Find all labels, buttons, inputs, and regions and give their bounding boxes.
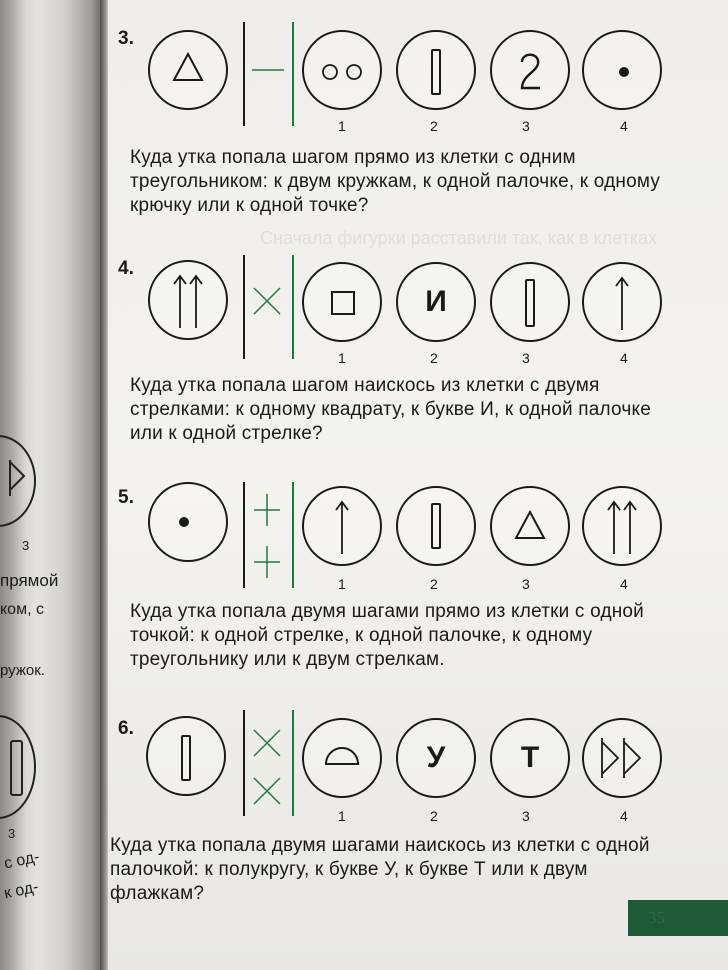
option-label: 3 — [522, 808, 530, 824]
option-2[interactable] — [396, 30, 476, 110]
stick-icon — [398, 488, 474, 564]
option-label: 2 — [430, 350, 438, 366]
two-plus-icon — [250, 488, 284, 584]
divider — [292, 22, 294, 126]
start-cell — [148, 260, 228, 340]
option-4[interactable] — [582, 30, 662, 110]
divider — [243, 482, 245, 588]
question-text: Куда утка попала шагом прямо из клетки с одним треугольником: к двум кружкам, к одной палочке, к одному крючку или к одной точке? — [130, 147, 661, 216]
option-2[interactable] — [396, 262, 476, 342]
option-3[interactable] — [490, 30, 570, 110]
letter-glyph: Т — [520, 741, 540, 774]
start-cell — [148, 30, 228, 110]
side-stick — [10, 740, 23, 796]
option-label: 3 — [522, 576, 530, 592]
option-label: 3 — [522, 118, 530, 134]
dot-icon — [584, 32, 660, 108]
option-2[interactable] — [396, 486, 476, 566]
option-label: 2 — [430, 118, 438, 134]
divider — [243, 255, 245, 359]
two-arrows-icon — [150, 262, 226, 338]
hook-icon — [492, 32, 568, 108]
divider — [243, 710, 245, 816]
option-label: 1 — [338, 576, 346, 592]
option-label: 4 — [620, 350, 628, 366]
option-label: 1 — [338, 118, 346, 134]
option-3[interactable] — [490, 486, 570, 566]
two-flags-icon — [584, 720, 660, 796]
two-arrows-icon — [584, 488, 660, 564]
question-number: 4. — [118, 258, 134, 279]
option-label: 1 — [338, 808, 346, 824]
question-number: 3. — [118, 28, 134, 49]
divider — [243, 22, 245, 126]
question-number: 5. — [118, 487, 134, 508]
option-1[interactable] — [302, 486, 382, 566]
stick-icon — [398, 32, 474, 108]
arrow-icon — [304, 488, 380, 564]
divider — [292, 482, 294, 588]
side-label-7: к од- — [2, 878, 40, 903]
start-cell — [148, 482, 228, 562]
letter-glyph: У — [426, 741, 446, 774]
two-small-circles-icon — [304, 32, 380, 108]
arrow-icon — [584, 264, 660, 340]
side-label-2: прямой — [0, 571, 59, 590]
side-label-6: с од- — [2, 848, 41, 873]
option-label: 2 — [430, 576, 438, 592]
option-label: 4 — [620, 118, 628, 134]
letter-glyph: И — [425, 285, 447, 318]
option-1[interactable] — [302, 718, 382, 798]
divider — [292, 255, 294, 359]
stick-icon — [148, 718, 224, 794]
option-4[interactable] — [582, 262, 662, 342]
option-label: 1 — [338, 350, 346, 366]
start-cell — [146, 716, 226, 796]
option-2[interactable] — [396, 718, 476, 798]
two-cross-icon — [250, 724, 284, 812]
option-label: 2 — [430, 808, 438, 824]
plus-icon — [248, 58, 288, 82]
option-3[interactable] — [490, 262, 570, 342]
side-label-5: 3 — [8, 826, 16, 841]
option-label: 4 — [620, 808, 628, 824]
stick-icon — [492, 264, 568, 340]
page-number-band — [628, 900, 728, 936]
option-1[interactable] — [302, 262, 382, 342]
question-text: Куда утка попала двумя шагами наискось из клетки с одной палочкой: к полукругу, к букве У, к букве Т или к двум флажкам? — [110, 835, 650, 904]
side-label-4: ружок. — [0, 662, 45, 679]
semicircle-icon — [304, 720, 380, 796]
side-label-3: ком, с — [0, 601, 44, 618]
square-icon — [304, 264, 380, 340]
option-4[interactable] — [582, 486, 662, 566]
option-4[interactable] — [582, 718, 662, 798]
flag-icon — [8, 458, 28, 498]
triangle-icon — [150, 32, 226, 108]
triangle-icon — [492, 488, 568, 564]
page-number: 35 — [648, 908, 665, 927]
cross-icon — [250, 284, 284, 318]
option-label: 3 — [522, 350, 530, 366]
question-text: Куда утка попала шагом наискось из клетки с двумя стрелками: к одному квадрату, к букве И, к одной палочке или к одной стрелке? — [130, 375, 651, 444]
side-label-1: 3 — [22, 538, 30, 553]
question-text: Куда утка попала двумя шагами прямо из клетки с одной точкой: к одной стрелке, к одной палочке, к одному треугольнику или к двум стрелкам. — [130, 601, 644, 670]
show-through: Сначала фигурки расставили так, как в клетках — [260, 228, 658, 248]
question-number: 6. — [118, 718, 134, 739]
adjacent-page — [0, 0, 104, 970]
option-1[interactable] — [302, 30, 382, 110]
divider — [292, 710, 294, 816]
option-3[interactable] — [490, 718, 570, 798]
dot-icon — [150, 484, 226, 560]
option-label: 4 — [620, 576, 628, 592]
